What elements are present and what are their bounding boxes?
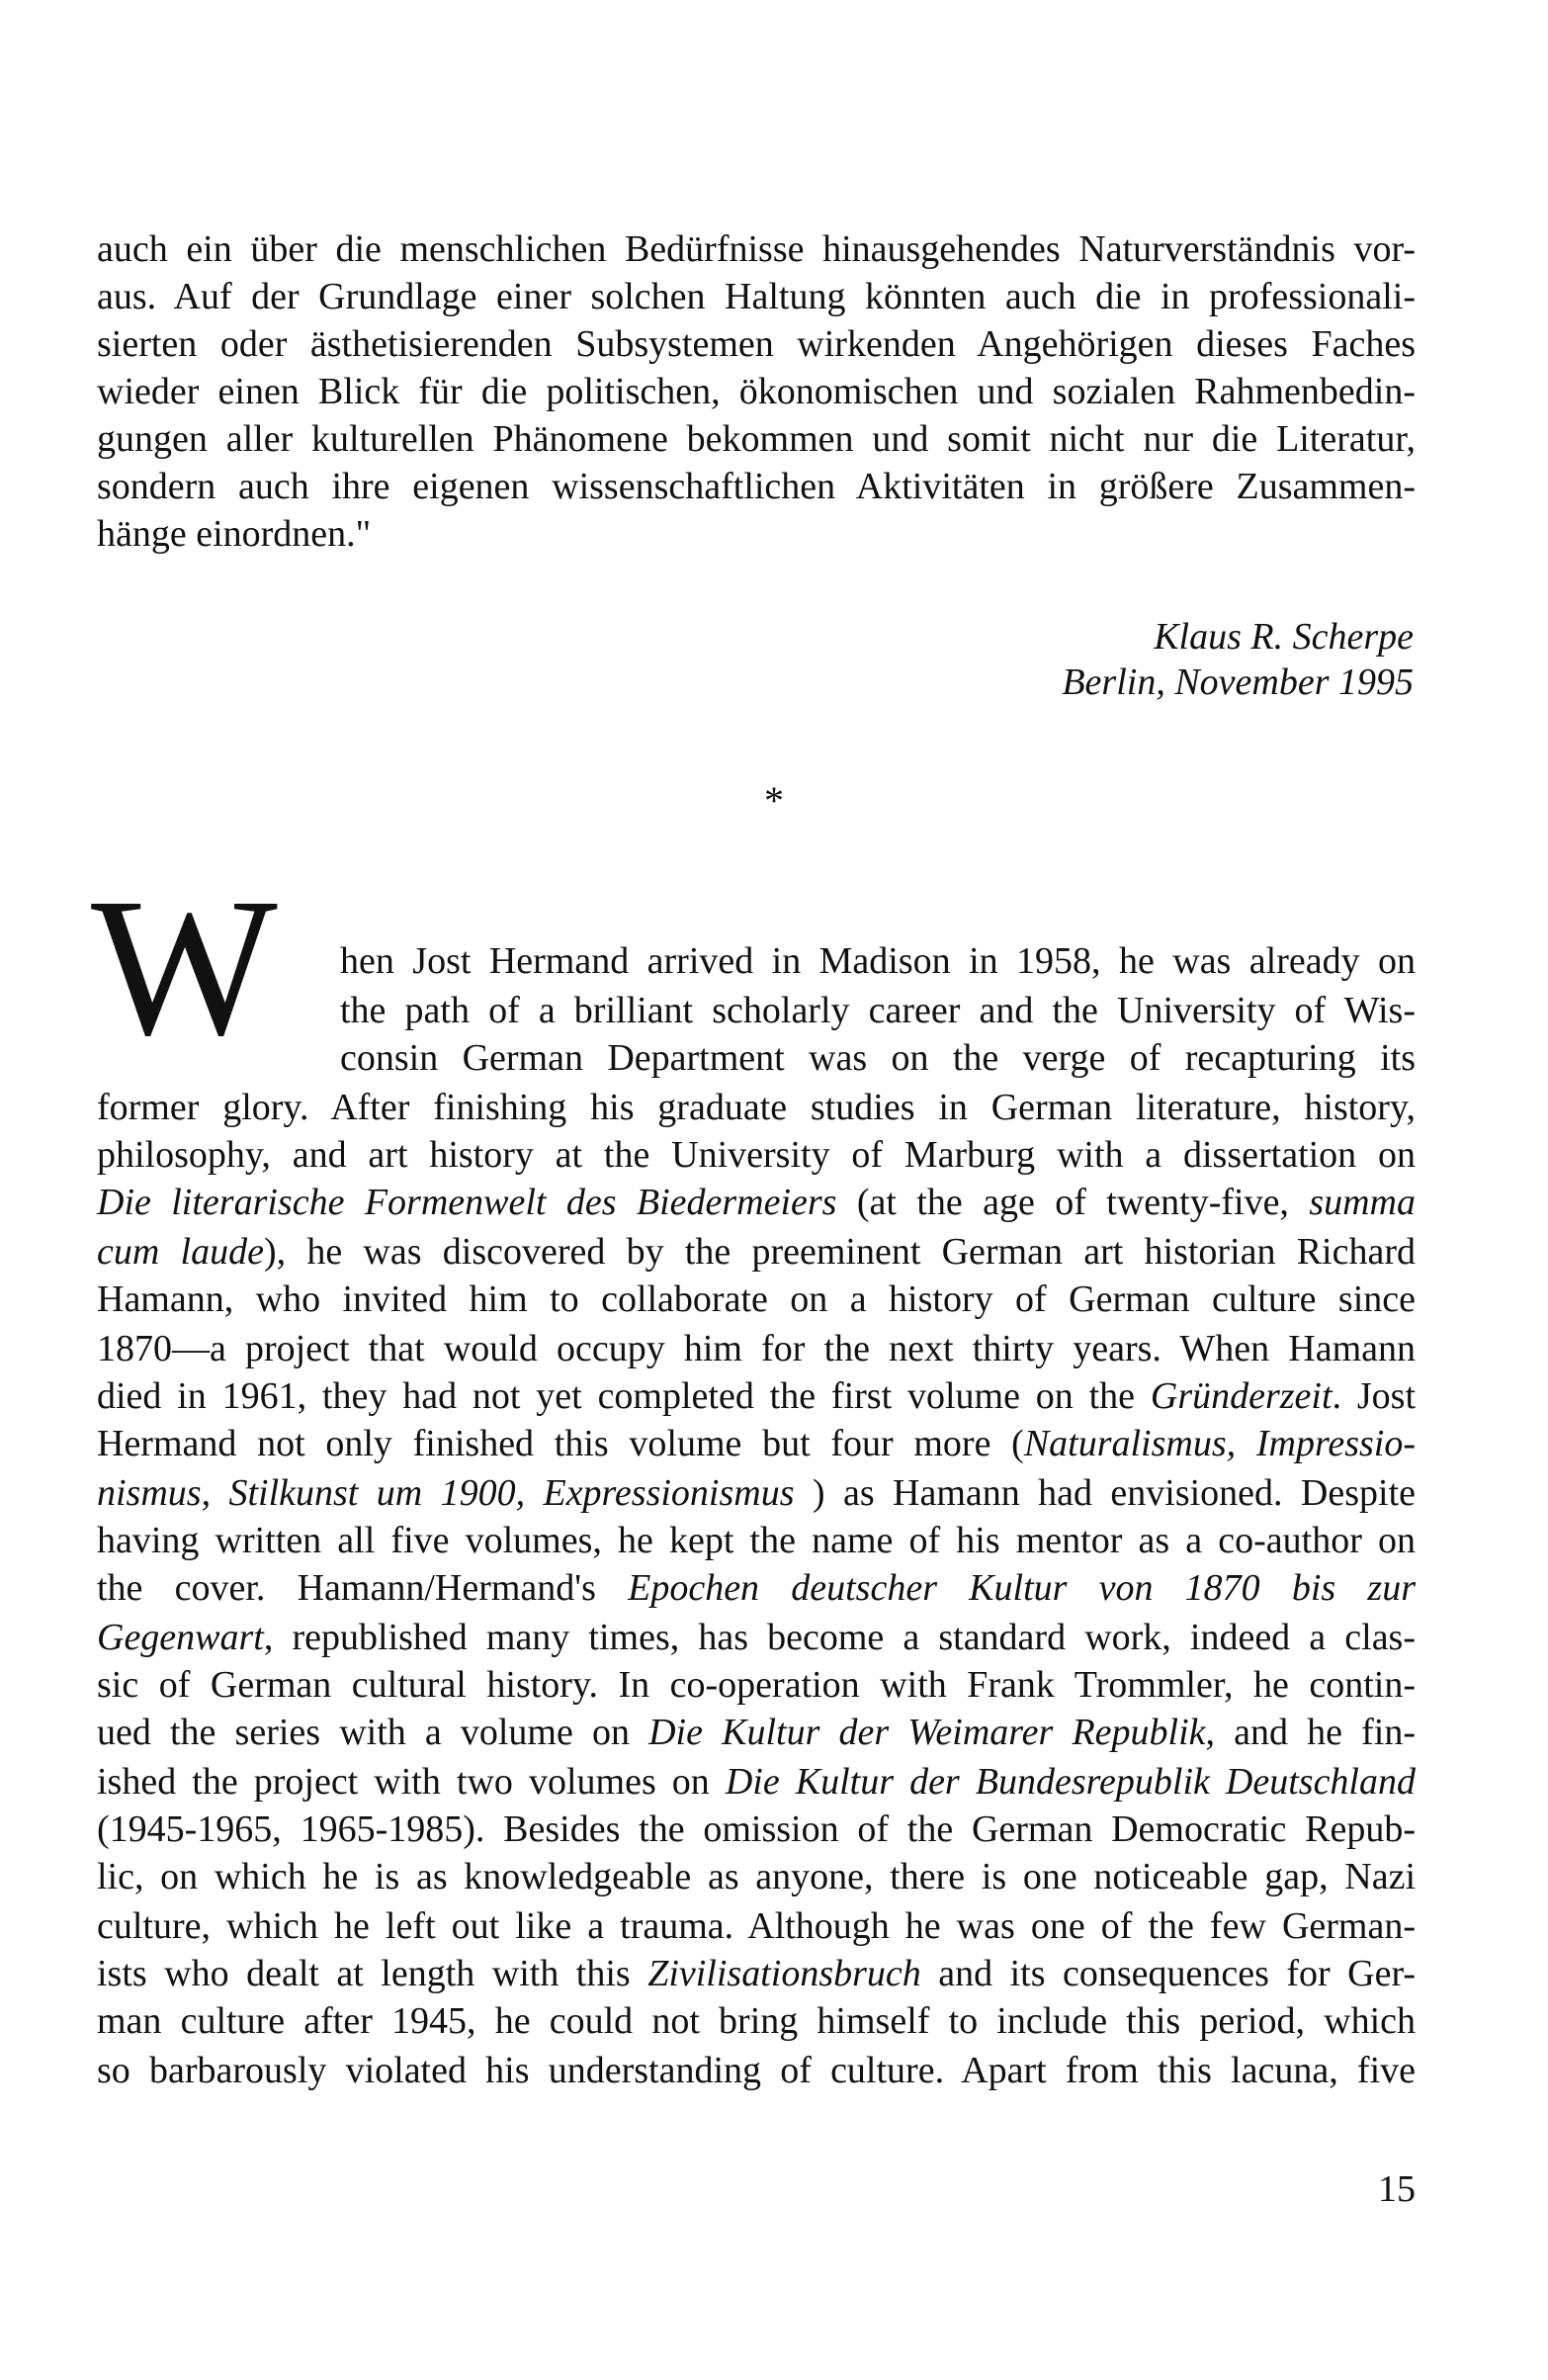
- essay-text: the cover. Hamann/Hermand's: [97, 1567, 629, 1609]
- essay-line: hen Jost Hermand arrived in Madison in 1958, he was already on: [340, 940, 1416, 982]
- essay-text: ued the series with a volume on: [97, 1712, 649, 1753]
- book-title: Gegenwart: [97, 1617, 264, 1658]
- essay-line: the path of a brilliant scholarly career and the University of Wis-: [340, 990, 1416, 1031]
- book-title: Die literarische Formenwelt des Biedermeiers: [97, 1182, 837, 1223]
- essay-line: [97, 1420, 1416, 1467]
- book-title: Gründerzeit: [1150, 1375, 1333, 1417]
- essay-text: Hermand not only finished this volume but four more (: [97, 1423, 1024, 1464]
- german-term: Zivilisationsbruch: [647, 1953, 921, 1994]
- book-title: nismus, Stilkunst um 1900, Expressionismus: [97, 1472, 795, 1514]
- essay-text: (at the age of twenty-five,: [836, 1182, 1310, 1223]
- book-title: Naturalismus, Impressio-: [1023, 1423, 1416, 1464]
- quote-line: sierten oder ästhetisierenden Subsystemen wirkenden Angehörigen dieses Faches: [97, 323, 1416, 365]
- essay-line: lic, on which he is as knowledgeable as anyone, there is one noticeable gap, Nazi: [97, 1856, 1416, 1897]
- essay-line: [97, 1758, 1416, 1806]
- quote-line: hänge einordnen.": [97, 513, 372, 555]
- drop-cap: W: [91, 858, 270, 1077]
- essay-line: [97, 1564, 1416, 1612]
- essay-line: 1870—a project that would occupy him for the next thirty years. When Hamann: [97, 1328, 1416, 1369]
- essay-text: and its consequences for Ger-: [920, 1953, 1416, 1994]
- essay-line: (1945-1965, 1965-1985). Besides the omission of the German Democratic Repub-: [97, 1808, 1416, 1850]
- essay-line: [97, 1709, 1416, 1756]
- essay-line: [97, 1614, 1416, 1661]
- essay-line: philosophy, and art history at the University of Marburg with a dissertation on: [97, 1134, 1416, 1176]
- essay-text: . Jost: [1332, 1375, 1416, 1417]
- signature-place-date: Berlin, November 1995: [1062, 661, 1414, 703]
- essay-text: died in 1961, they had not yet completed the first volume on the: [97, 1375, 1151, 1417]
- section-separator: *: [764, 778, 784, 823]
- essay-text: , and he fin-: [1205, 1712, 1416, 1753]
- quote-line: wieder einen Blick für die politischen, ökonomischen und sozialen Rahmenbedin-: [97, 371, 1416, 412]
- essay-text: ), he was discovered by the preeminent German art historian Richard: [263, 1231, 1417, 1273]
- page-number: 15: [1378, 2168, 1416, 2210]
- essay-line: so barbarously violated his understanding of culture. Apart from this lacuna, five: [97, 2050, 1416, 2091]
- book-title: Die Kultur der Weimarer Republik: [648, 1712, 1206, 1753]
- essay-line: [97, 1179, 1416, 1226]
- essay-line: [97, 1372, 1416, 1420]
- essay-line: [97, 1469, 1416, 1517]
- book-title: Epochen deutscher Kultur von 1870 bis zur: [628, 1567, 1416, 1609]
- essay-text: ) as Hamann had envisioned. Despite: [794, 1472, 1416, 1514]
- quote-line: sondern auch ihre eigenen wissenschaftlichen Aktivitäten in größere Zusammen-: [97, 466, 1416, 507]
- essay-line: Hamann, who invited him to collaborate on a history of German culture since: [97, 1278, 1416, 1320]
- quote-line: gungen aller kulturellen Phänomene bekommen und somit nicht nur die Literatur,: [97, 418, 1416, 460]
- essay-line: [97, 1950, 1416, 1997]
- signature-name: Klaus R. Scherpe: [1154, 616, 1414, 658]
- book-title: Die Kultur der Bundesrepublik Deutschland: [725, 1761, 1416, 1803]
- essay-line: man culture after 1945, he could not bring himself to include this period, which: [97, 2000, 1416, 2042]
- essay-line: culture, which he left out like a trauma. Although he was one of the few German-: [97, 1905, 1416, 1947]
- quote-line: aus. Auf der Grundlage einer solchen Haltung könnten auch die in professionali-: [97, 276, 1416, 317]
- essay-line: [97, 1228, 1416, 1276]
- essay-text: , republished many times, has become a standard work, indeed a clas-: [263, 1617, 1416, 1658]
- essay-text: ists who dealt at length with this: [97, 1953, 648, 1994]
- essay-line: former glory. After finishing his graduate studies in German literature, history,: [97, 1087, 1416, 1128]
- essay-line: consin German Department was on the verge of recapturing its: [340, 1037, 1416, 1079]
- essay-line: having written all five volumes, he kept the name of his mentor as a co-author on: [97, 1520, 1416, 1561]
- latin-phrase: cum laude: [97, 1231, 264, 1273]
- latin-phrase: summa: [1309, 1182, 1417, 1223]
- quote-line: auch ein über die menschlichen Bedürfnisse hinausgehendes Naturverständnis vor-: [97, 228, 1416, 270]
- essay-text: ished the project with two volumes on: [97, 1761, 726, 1803]
- essay-line: sic of German cultural history. In co-operation with Frank Trommler, he contin-: [97, 1664, 1416, 1706]
